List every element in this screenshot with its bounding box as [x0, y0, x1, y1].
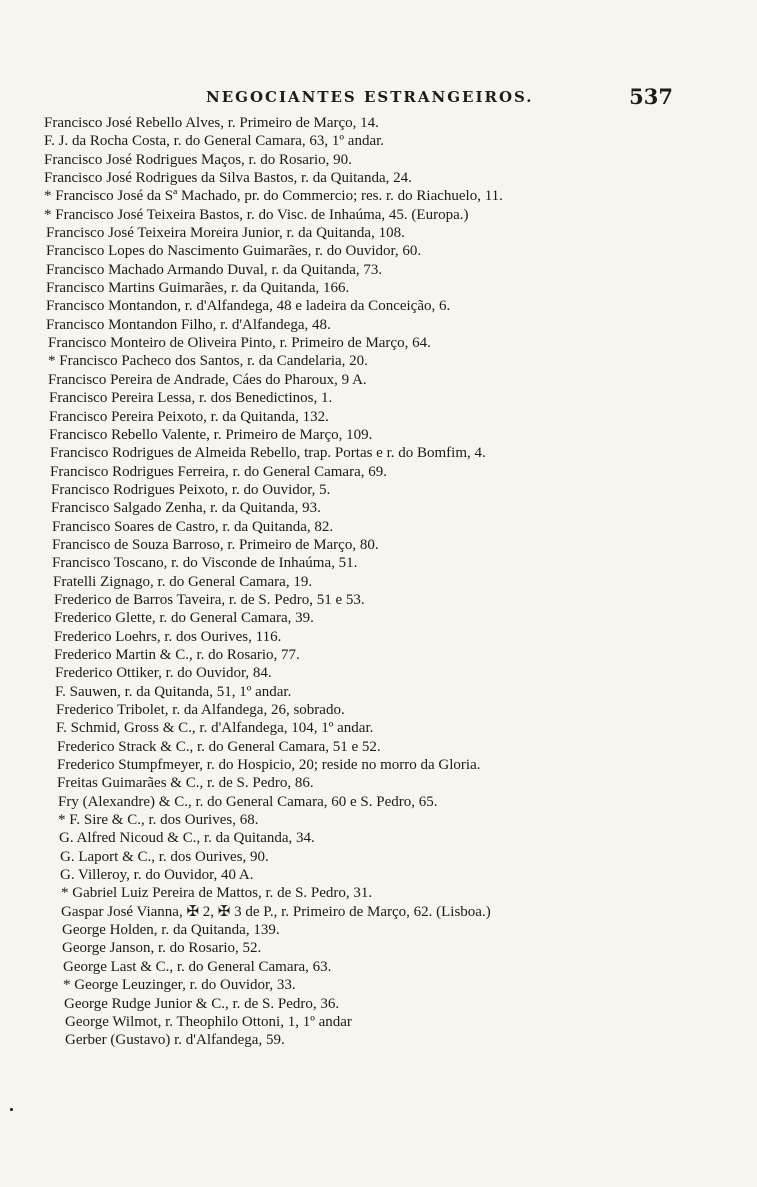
list-item: Fry (Alexandre) & C., r. do General Camara, 60 e S. Pedro, 65. — [58, 793, 438, 810]
list-item: Frederico Strack & C., r. do General Camara, 51 e 52. — [57, 738, 381, 755]
ink-speck — [10, 1108, 13, 1111]
list-item: G. Laport & C., r. dos Ourives, 90. — [60, 848, 269, 865]
list-item: Frederico Ottiker, r. do Ouvidor, 84. — [55, 665, 272, 682]
list-item: Francisco José Rodrigues da Silva Bastos, r. da Quitanda, 24. — [44, 170, 412, 187]
list-item: Francisco Toscano, r. do Visconde de Inhaúma, 51. — [52, 555, 358, 572]
running-title: NEGOCIANTES ESTRANGEIROS. — [206, 88, 534, 106]
list-item: * George Leuzinger, r. do Ouvidor, 33. — [63, 977, 296, 994]
list-item: Gerber (Gustavo) r. d'Alfandega, 59. — [65, 1032, 285, 1049]
list-item: * Francisco José da Sª Machado, pr. do Commercio; res. r. do Riachuelo, 11. — [44, 188, 503, 205]
list-item: Francisco José Rebello Alves, r. Primeiro de Março, 14. — [44, 115, 379, 131]
list-item: Francisco Rebello Valente, r. Primeiro de Março, 109. — [49, 426, 373, 443]
list-item: Francisco Rodrigues Ferreira, r. do General Camara, 69. — [50, 463, 387, 480]
list-item: George Janson, r. do Rosario, 52. — [62, 940, 262, 957]
list-item: Frederico Martin & C., r. do Rosario, 77. — [54, 646, 300, 663]
list-item: Francisco Rodrigues de Almeida Rebello, trap. Portas e r. do Bomfim, 4. — [50, 445, 486, 462]
list-item: F. Sauwen, r. da Quitanda, 51, 1º andar. — [55, 683, 292, 700]
list-item: * Francisco Pacheco dos Santos, r. da Candelaria, 20. — [48, 353, 368, 370]
list-item: F. Schmid, Gross & C., r. d'Alfandega, 104, 1º andar. — [56, 720, 374, 737]
list-item: Francisco de Souza Barroso, r. Primeiro de Março, 80. — [52, 536, 379, 553]
list-item: Frederico Loehrs, r. dos Ourives, 116. — [54, 628, 282, 645]
list-item: G. Villeroy, r. do Ouvidor, 40 A. — [60, 867, 254, 884]
list-item: Francisco Pereira de Andrade, Cáes do Pharoux, 9 A. — [48, 371, 367, 388]
page-number: 537 — [629, 84, 673, 109]
list-item: * F. Sire & C., r. dos Ourives, 68. — [58, 812, 259, 829]
list-item: Frederico Stumpfmeyer, r. do Hospicio, 20; reside no morro da Gloria. — [57, 757, 481, 774]
list-item: * Gabriel Luiz Pereira de Mattos, r. de S. Pedro, 31. — [61, 885, 373, 902]
list-item: F. J. da Rocha Costa, r. do General Camara, 63, 1º andar. — [44, 133, 385, 150]
list-item: Francisco Salgado Zenha, r. da Quitanda, 93. — [51, 500, 321, 517]
page-header — [60, 84, 673, 112]
list-item: Francisco Machado Armando Duval, r. da Quitanda, 73. — [46, 261, 383, 278]
list-item: George Holden, r. da Quitanda, 139. — [62, 922, 280, 939]
list-item: George Wilmot, r. Theophilo Ottoni, 1, 1º andar — [65, 1013, 352, 1030]
list-item: Gaspar José Vianna, ✠ 2, ✠ 3 de P., r. Primeiro de Março, 62. (Lisboa.) — [61, 903, 491, 920]
list-item: Francisco José Teixeira Moreira Junior, r. da Quitanda, 108. — [46, 225, 405, 242]
list-item: Frederico Tribolet, r. da Alfandega, 26, sobrado. — [56, 702, 345, 718]
list-item: Francisco Martins Guimarães, r. da Quitanda, 166. — [46, 280, 350, 297]
list-item: G. Alfred Nicoud & C., r. da Quitanda, 34. — [59, 830, 315, 847]
list-item: Francisco Rodrigues Peixoto, r. do Ouvidor, 5. — [51, 481, 331, 498]
list-item: Francisco Pereira Lessa, r. dos Benedictinos, 1. — [49, 390, 333, 407]
list-item: Frederico de Barros Taveira, r. de S. Pedro, 51 e 53. — [54, 591, 365, 608]
list-item: Fratelli Zignago, r. do General Camara, 19. — [53, 573, 313, 590]
list-item: George Last & C., r. do General Camara, 63. — [63, 958, 332, 975]
list-item: Freitas Guimarães & C., r. de S. Pedro, 86. — [57, 775, 314, 792]
list-item: Francisco José Rodrigues Maços, r. do Rosario, 90. — [44, 151, 352, 168]
list-item: Francisco Montandon, r. d'Alfandega, 48 e ladeira da Conceição, 6. — [46, 298, 451, 315]
list-item: Francisco Pereira Peixoto, r. da Quitanda, 132. — [49, 408, 329, 425]
list-item: * Francisco José Teixeira Bastos, r. do Visc. de Inhaúma, 45. (Europa.) — [44, 206, 469, 223]
list-item: Francisco Montandon Filho, r. d'Alfandega, 48. — [46, 316, 331, 333]
list-item: Frederico Glette, r. do General Camara, 39. — [54, 610, 314, 627]
list-item: Francisco Soares de Castro, r. da Quitanda, 82. — [52, 518, 334, 535]
list-item: George Rudge Junior & C., r. de S. Pedro, 36. — [64, 995, 340, 1012]
merchant-list — [44, 114, 684, 1050]
list-item: Francisco Lopes do Nascimento Guimarães, r. do Ouvidor, 60. — [46, 243, 422, 260]
list-item: Francisco Monteiro de Oliveira Pinto, r. Primeiro de Março, 64. — [48, 335, 431, 352]
